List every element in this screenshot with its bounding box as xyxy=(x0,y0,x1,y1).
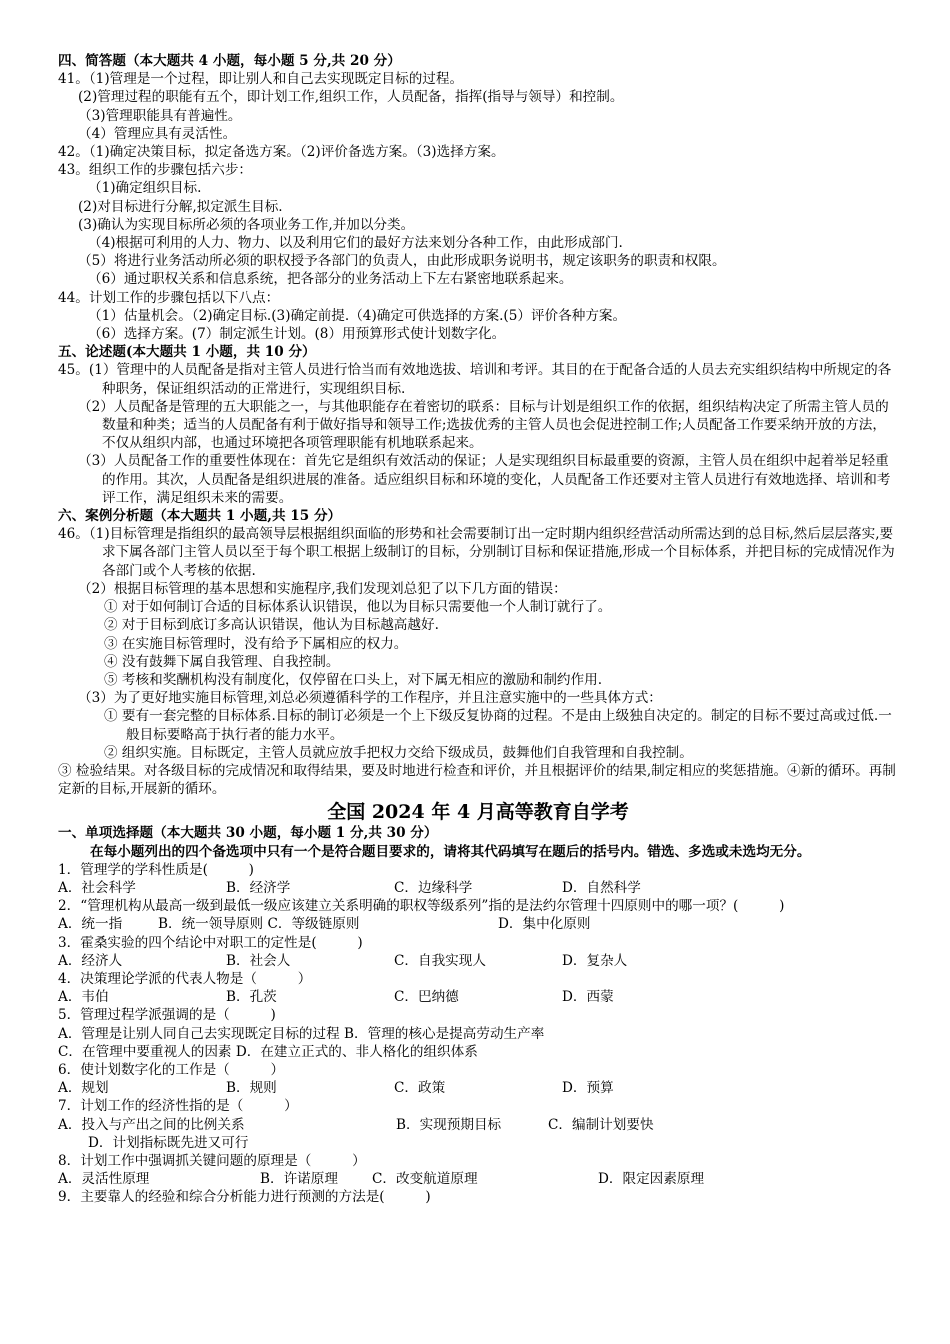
option: C．编制计划要快 xyxy=(548,1116,654,1133)
q43-line-4: (3)确认为实现目标所必须的各项业务工作,并加以分类。 xyxy=(78,216,415,233)
q46-part-2-item-2: ② 对于目标到底订多高认识错误，他认为目标越高越好. xyxy=(104,617,439,634)
option: A．统一指 xyxy=(58,916,123,933)
option: C．政策 xyxy=(394,1080,446,1097)
option: D．预算 xyxy=(562,1080,614,1097)
section-5-heading: 五、论述题(本大题共 1 小题，共 10 分） xyxy=(58,344,316,361)
section-6-heading: 六、案例分析题（本大题共 1 小题,共 15 分） xyxy=(58,508,342,525)
q45-part-2: （2）人员配备是管理的五大职能之一，与其他职能存在着密切的联系：目标与计划是组织工作的依据，组织结构决定了所需主管人员的数量和种类；适当的人员配备有利于做好指导和领导工作;选拔优秀的主管人员也会促进控制工作;人员配备工作要采纳开放的方法，不仅从组织内部，也通过环境把各项管理职能有机地联系起来。 xyxy=(78,398,889,452)
option: D．自然科学 xyxy=(562,879,641,896)
q6-options xyxy=(58,1079,898,1097)
q1-stem: 1．管理学的学科性质是( ) xyxy=(58,861,254,878)
q41-line-3: （3)管理职能具有普遍性。 xyxy=(78,107,242,124)
option: A．灵活性原理 xyxy=(58,1171,150,1188)
option: D．复杂人 xyxy=(562,952,628,969)
option: D．限定因素原理 xyxy=(598,1171,705,1188)
option: A．规划 xyxy=(58,1080,109,1097)
option: B．规则 xyxy=(226,1080,277,1097)
option: B．孔茨 xyxy=(226,989,277,1006)
option: A．韦伯 xyxy=(58,989,109,1006)
q42-answer: 42。（1)确定决策目标，拟定备选方案。（2)评价备选方案。（3)选择方案。 xyxy=(58,144,505,161)
option: C．巴纳德 xyxy=(394,989,459,1006)
q46-part-3: （3）为了更好地实施目标管理,刘总必须遵循科学的工作程序，并且注意实施中的一些具体方式： xyxy=(78,690,662,707)
q43-line-6: （5）将进行业务活动所必须的职权授予各部门的负责人，由此形成职务说明书，规定该职务的职责和权限。 xyxy=(78,253,726,270)
option: A．投入与产出之间的比例关系 xyxy=(58,1116,245,1133)
option: C．自我实现人 xyxy=(394,952,486,969)
q43-line-7: （6）通过职权关系和信息系统，把各部分的业务活动上下左右紧密地联系起来。 xyxy=(88,271,573,288)
q46-part-1: 46。（1)目标管理是指组织的最高领导层根据组织面临的形势和社会需要制订出一定时期内组织经营活动所需达到的总目标,然后层层落实,要求下属各部门主管人员以至于每个职工根据上级制订的目标，分别制订目标和保证措施,形成一个目标体系，并把目标的完成情况作为各部门或个人考核的依据. xyxy=(58,526,895,579)
mcq-section-heading: 一、单项选择题（本大题共 30 小题，每小题 1 分,共 30 分） xyxy=(58,825,438,842)
q2-options xyxy=(58,915,898,933)
q46-part-2-item-5: ⑤ 考核和奖酬机构没有制度化，仅停留在口头上，对下属无相应的激励和制约作用. xyxy=(104,671,603,688)
option: B．统一领导原则 C．等级链原则 xyxy=(158,916,360,933)
q43-line-3: (2)对目标进行分解,拟定派生目标. xyxy=(78,198,283,215)
q46-part-2-item-3: ③ 在实施目标管理时，没有给予下属相应的权力。 xyxy=(104,635,408,652)
q5-stem: 5．管理过程学派强调的是（ ) xyxy=(58,1007,276,1024)
q44-line-1: 44。计划工作的步骤包括以下八点： xyxy=(58,289,280,306)
q5-option-line-2: C．在管理中要重视人的因素 D．在建立正式的、非人格化的组织体系 xyxy=(58,1043,478,1060)
option: C．改变航道原理 xyxy=(372,1171,478,1188)
q46-part-2-item-4: ④ 没有鼓舞下属自我管理、自我控制。 xyxy=(104,653,340,670)
mcq-instructions: 在每小题列出的四个备选项中只有一个是符合题目要求的，请将其代码填写在题后的括号内。错选、多选或未选均无分。 xyxy=(90,843,811,860)
q1-options xyxy=(58,879,898,897)
option: B．社会人 xyxy=(226,952,291,969)
q45-part-3: （3）人员配备工作的重要性体现在：首先它是组织有效活动的保证；人是实现组织目标最重要的资源，主管人员在组织中起着举足轻重的作用。其次，人员配备是组织进展的准备。适应组织目标和环境的变化，人员配备工作还要对主管人员进行有效地选择、培训和考评工作，满足组织未来的需要。 xyxy=(78,453,891,506)
q8-options xyxy=(58,1170,898,1188)
q43-line-2: （1)确定组织目标. xyxy=(88,180,202,197)
option: B．许诺原理 xyxy=(260,1171,338,1188)
q41-line-2: (2)管理过程的职能有五个，即计划工作,组织工作，人员配备，指挥(指导与领导）和控制。 xyxy=(78,89,624,106)
q46-part-2: （2）根据目标管理的基本思想和实施程序,我们发现刘总犯了以下几方面的错误： xyxy=(78,580,567,597)
option: C．边缘科学 xyxy=(394,879,473,896)
option: B．实现预期目标 xyxy=(396,1116,502,1133)
exam-title: 全国 2024 年 4 月高等教育自学考 xyxy=(327,801,629,824)
q3-stem: 3．霍桑实验的四个结论中对职工的定性是( ) xyxy=(58,934,363,951)
q44-line-2: （1）估量机会。（2)确定目标.(3)确定前提.（4)确定可供选择的方案.(5）评价各种方案。 xyxy=(88,307,627,324)
q8-stem: 8．计划工作中强调抓关键问题的原理是（ ） xyxy=(58,1152,366,1169)
q7-option-d: D．计划指标既先进又可行 xyxy=(88,1134,249,1151)
section-4-heading: 四、简答题（本大题共 4 小题，每小题 5 分,共 20 分） xyxy=(58,53,401,69)
option: A．经济人 xyxy=(58,952,123,969)
option: B．经济学 xyxy=(226,879,291,896)
q4-stem: 4．决策理论学派的代表人物是（ ） xyxy=(58,970,312,987)
q9-stem: 9．主要靠人的经验和综合分析能力进行预测的方法是( ) xyxy=(58,1189,431,1206)
q7-options xyxy=(58,1116,898,1134)
option: A．社会科学 xyxy=(58,879,136,896)
q46-part-3-item-2: ② 组织实施。目标既定，主管人员就应放手把权力交给下级成员，鼓舞他们自我管理和自我控制。 xyxy=(104,744,693,761)
q5-option-line-1: A．管理是让别人同自己去实现既定目标的过程 B．管理的核心是提高劳动生产率 xyxy=(58,1025,545,1042)
q43-line-1: 43。组织工作的步骤包括六步： xyxy=(58,162,253,179)
q44-line-3: （6）选择方案。(7）制定派生计划。(8）用预算形式使计划数字化。 xyxy=(88,326,506,343)
document-page xyxy=(58,52,898,1207)
q2-stem: 2．“管理机构从最高一级到最低一级应该建立关系明确的职权等级系列”指的是法约尔管理十四原则中的哪一项？( ) xyxy=(58,898,785,915)
option: D．集中化原则 xyxy=(498,916,591,933)
option: D．西蒙 xyxy=(562,989,614,1006)
q46-part-3-item-1: ① 要有一套完整的目标体系.目标的制订必须是一个上下级反复协商的过程。不是由上级独自决定的。制定的目标不要过高或过低.一般目标要略高于执行者的能力水平。 xyxy=(104,708,892,743)
q45-part-1: 45。(1）管理中的人员配备是指对主管人员进行恰当而有效地选拔、培训和考评。其目的在于配备合适的人员去充实组织结构中所规定的各种职务，保证组织活动的正常进行，实现组织目标. xyxy=(58,362,892,397)
q43-line-5: （4)根据可利用的人力、物力、以及利用它们的最好方法来划分各种工作，由此形成部门. xyxy=(88,235,623,252)
q41-line-1: 41。（1)管理是一个过程，即让别人和自己去实现既定目标的过程。 xyxy=(58,71,464,88)
q3-options xyxy=(58,952,898,970)
q41-line-4: （4）管理应具有灵活性。 xyxy=(78,125,237,142)
q7-stem: 7．计划工作的经济性指的是（ ） xyxy=(58,1098,298,1115)
q46-part-2-item-1: ① 对于如何制订合适的目标体系认识错误，他以为目标只需要他一个人制订就行了。 xyxy=(104,599,612,616)
q6-stem: 6．使计划数字化的工作是（ ） xyxy=(58,1061,285,1078)
q46-closing: ③ 检验结果。对各级目标的完成情况和取得结果，要及时地进行检查和评价，并且根据评价的结果,制定相应的奖惩措施。④新的循环。再制定新的目标,开展新的循环。 xyxy=(58,762,896,798)
q4-options xyxy=(58,988,898,1006)
